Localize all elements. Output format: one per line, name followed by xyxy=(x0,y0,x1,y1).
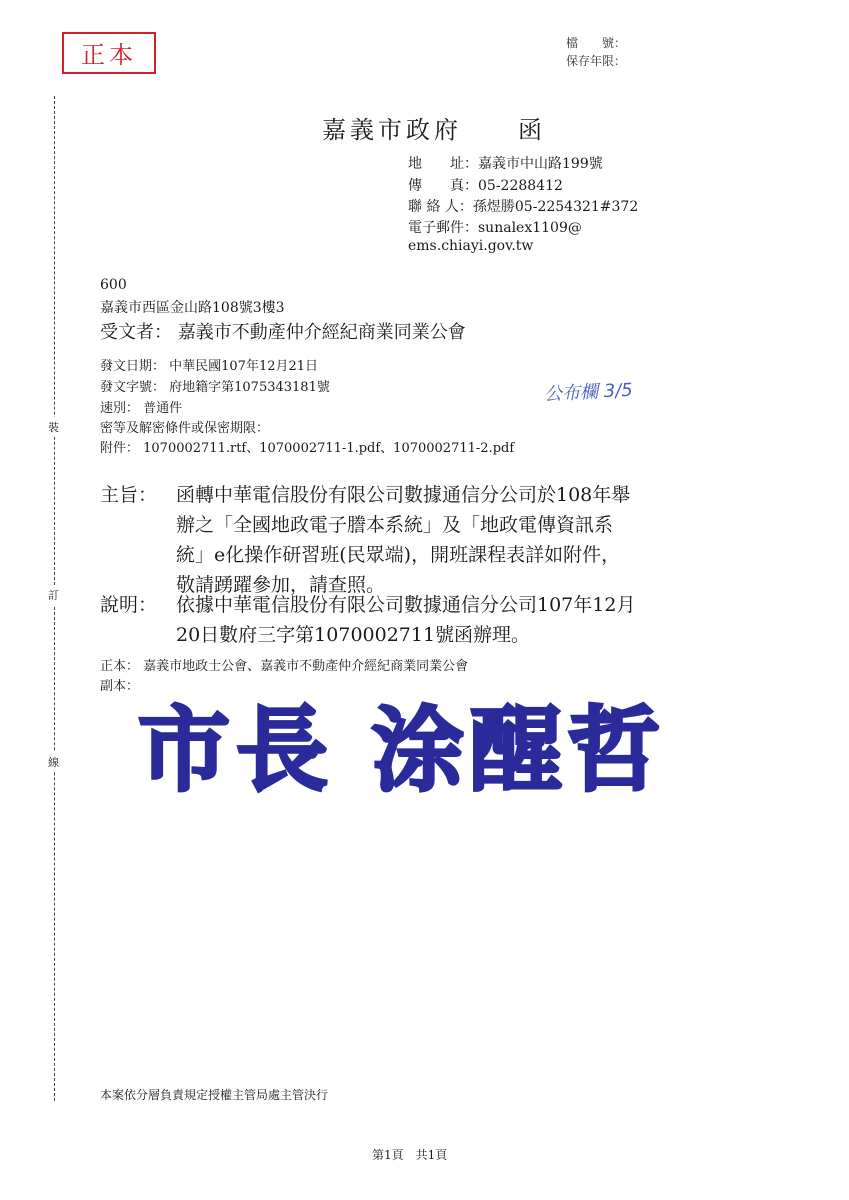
subject-line: 敬請踴躍參加，請查照。 xyxy=(176,574,386,596)
recipient-address: 嘉義市西區金山路108號3樓3 xyxy=(100,300,285,316)
contact-email: 電子郵件：sunalex1109@ xyxy=(408,220,582,236)
delivery-speed: 速別： 普通件 xyxy=(100,401,183,416)
issue-date: 發文日期： 中華民國107年12月21日 xyxy=(100,359,319,374)
attachments-list: 附件： 1070002711.rtf、1070002711-1.pdf、1070002711-2.pdf xyxy=(100,441,515,456)
copy-recipients: 副本： xyxy=(100,679,140,694)
document-number: 發文字號： 府地籍字第1075343181號 xyxy=(100,380,330,395)
original-copy-stamp: 正本 xyxy=(62,32,156,74)
contact-email-domain: ems.chiayi.gov.tw xyxy=(408,238,534,254)
recipient-name: 嘉義市不動產仲介經紀商業同業公會 xyxy=(177,322,466,343)
contact-person: 聯 絡 人：孫煜勝05-2254321#372 xyxy=(408,199,639,215)
agency-address: 地 址：嘉義市中山路199號 xyxy=(408,156,603,172)
document-title: 嘉義市政府 函 xyxy=(322,116,546,144)
subject-label: 主旨： xyxy=(100,484,158,506)
recipient-postal-code: 600 xyxy=(100,277,127,293)
binding-char-xian: 線 xyxy=(48,752,59,772)
retention-period-label: 保存年限： xyxy=(566,54,627,68)
subject-line: 函轉中華電信股份有限公司數據通信分公司於108年舉 xyxy=(176,484,631,506)
explanation-label: 說明： xyxy=(100,594,158,616)
recipient-label: 受文者： xyxy=(100,322,172,343)
recipient-line xyxy=(100,318,466,344)
binding-char-ding: 訂 xyxy=(48,585,59,605)
explanation-body xyxy=(176,590,635,650)
subject-body xyxy=(176,480,630,600)
explanation-line: 20日數府三字第1070002711號函辦理。 xyxy=(176,624,531,646)
agency-fax: 傳 真：05-2288412 xyxy=(408,178,563,194)
authority-statement: 本案依分層負責規定授權主管局處主管決行 xyxy=(100,1088,329,1102)
original-recipients: 正本： 嘉義市地政士公會、嘉義市不動產仲介經紀商業同業公會 xyxy=(100,659,469,674)
subject-line: 統」e化操作研習班(民眾端)，開班課程表詳如附件， xyxy=(176,544,621,566)
file-number-label: 檔 號： xyxy=(566,36,627,50)
subject-line: 辦之「全國地政電子謄本系統」及「地政電傳資訊系 xyxy=(176,514,614,536)
explanation-line: 依據中華電信股份有限公司數據通信分公司107年12月 xyxy=(176,594,636,616)
mayor-signature-stamp xyxy=(138,690,698,810)
page-number: 第1頁 共1頁 xyxy=(372,1148,448,1162)
secrecy-conditions: 密等及解密條件或保密期限： xyxy=(100,421,270,436)
binding-char-zhuang: 裝 xyxy=(48,417,59,437)
handwritten-note: 公布欄 3/5 xyxy=(543,379,634,406)
signature-text: 市長 涂醒哲 xyxy=(138,696,667,804)
